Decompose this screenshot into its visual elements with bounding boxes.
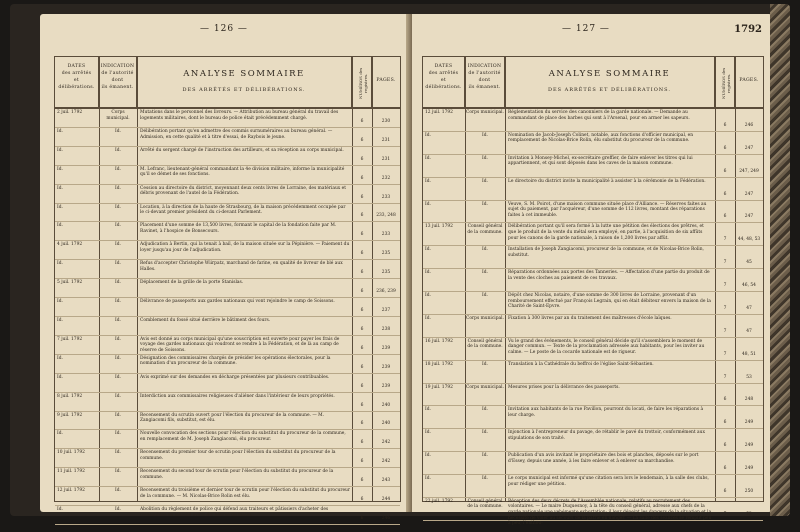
table-row <box>423 269 763 292</box>
row-register-number: 6 <box>723 145 727 151</box>
header-subtitle: DES ARRÊTÉS ET DÉLIBÉRATIONS. <box>547 87 672 93</box>
row-pages: 249 <box>744 466 754 471</box>
row-pages: 247 <box>744 191 754 197</box>
row-summary: Installation de Joseph Zangiacomi, procureur de la commune, et de Nicolas-Brice Rolin, substitut. <box>508 247 704 258</box>
row-pages: 239 <box>381 345 391 351</box>
row-register-number: 6 <box>723 466 727 471</box>
row-pages: 231 <box>381 137 391 143</box>
row-date: 16 juil. 1792 <box>425 338 453 344</box>
table-row <box>55 355 400 374</box>
row-date: Id. <box>425 201 431 207</box>
row-register-number: 6 <box>723 420 727 426</box>
header-subtitle: DES ARRÊTÉS ET DÉLIBÉRATIONS. <box>182 87 306 93</box>
row-date: Id. <box>425 407 431 413</box>
row-authority: Conseil général de la commune. <box>467 498 503 510</box>
row-summary: Le directoire du district invite la municipalité à assister à la cérémonie de la Fédération. <box>508 178 706 184</box>
row-authority: Id. <box>115 280 121 286</box>
row-pages: 236, 239 <box>376 289 396 295</box>
row-summary: Réception des deux décrets de l'Assemblée nationale, relatifs au recrutement des volontaires. — Le maire Duquesnoy, à la tête du conseil général, adresse aux chefs de la garde nationale une vehémente exhortation; il leur dépeint les dangers de la situation et la nécessité de voler au secours de la patrie en danger. — La salle des séances se remplit peu à peu; l'enthou- <box>508 498 712 527</box>
table-row <box>423 155 763 178</box>
row-summary: Placement d'une somme de 13,500 livres, formant le capital de la fondation faite par M. Ravinet, à l'hospice de Bonsecours. <box>140 223 337 235</box>
row-summary: Vu le grand des événements, le conseil général décide qu'il s'assemblera le moment de danger commun. — Texte de la proclamation adressée aux habitants, pour les inviter au calme. — Le poste de la cocarde nationale est de rigueur. <box>508 338 705 355</box>
table-row <box>423 132 763 155</box>
row-summary: M. Lefranc, lieutenant-général commandant la 4e division militaire, informe la municipalité qu'il se démet de ses fonctions. <box>140 166 345 178</box>
row-summary: Désignation des commissaires chargés de présider les opérations électorales, pour la nomination d'un procureur de la commune. <box>140 355 331 367</box>
row-summary: Translation à la Cathédrale du beffroi de l'église Saint-Sébastien. <box>508 361 654 367</box>
row-authority: Id. <box>115 185 121 191</box>
table-row <box>55 487 400 506</box>
row-date: 5 juil. 1792 <box>57 280 83 286</box>
row-pages: 233 <box>381 232 391 238</box>
row-register-number: 6 <box>360 459 364 465</box>
row-pages: 238 <box>381 326 391 332</box>
row-authority: Id. <box>115 393 121 399</box>
header-pages: PAGES. <box>376 78 396 83</box>
left-page <box>40 14 410 521</box>
row-summary: Comblement du fossé situé derrière le bâtiment des fours. <box>140 317 271 323</box>
table-row <box>55 279 400 298</box>
left-table-header <box>55 57 400 109</box>
row-pages: 235 <box>381 270 391 276</box>
table-row <box>423 452 763 475</box>
right-page-number: — 127 — <box>562 24 610 34</box>
row-date: 10 juil. 1792 <box>57 450 85 456</box>
row-summary: Injonction à l'entrepreneur du pavage, de rétablir le pavé du trottoir, conformément aux stipulations de son traité. <box>508 430 705 441</box>
row-date: Id. <box>57 355 63 361</box>
row-date: Id. <box>425 293 431 298</box>
table-row <box>55 166 400 185</box>
row-date: Id. <box>425 453 431 459</box>
row-authority: Id. <box>115 204 121 210</box>
row-pages: 243 <box>381 478 391 484</box>
row-pages: 240 <box>381 402 391 408</box>
row-authority: Id. <box>115 261 121 267</box>
row-summary: Cession au directoire du district, moyennant deux cents livres de Lorraine, des matériaux et débris provenant de l'autel de la Fédération. <box>140 185 347 197</box>
row-summary: Mesures prises pour la délivrance des passeports. <box>508 384 620 390</box>
row-register-number: 7 <box>723 260 727 266</box>
row-pages: 47 <box>746 328 752 334</box>
row-register-number: 6 <box>723 191 727 197</box>
row-authority: Id. <box>482 270 488 276</box>
table-row <box>55 449 400 468</box>
table-row <box>55 109 400 128</box>
row-register-number: 6 <box>360 213 364 219</box>
row-register-number: 6 <box>360 270 364 276</box>
header-number: NUMÉROS des registres. <box>358 67 368 99</box>
row-pages: 239 <box>381 364 391 370</box>
row-summary: Délibération portant qu'en admettre des commis surnuméraires au bureau général. — Admission, en cette qualité et à titre d'essai, de Raybois le jeune. <box>140 128 333 140</box>
row-register-number: 6 <box>360 345 364 351</box>
book-spread <box>10 4 790 527</box>
row-date: 13 juil. 1792 <box>425 224 453 230</box>
table-row <box>55 260 400 279</box>
row-summary: Invitation aux habitants de la rue Pavillon, pourront du locati, de faire les réparations à leur charge. <box>508 407 704 418</box>
row-authority: Id. <box>115 412 121 418</box>
row-pages: 233, 248 <box>376 213 396 219</box>
year-heading: 1792 <box>734 24 762 35</box>
row-authority: Id. <box>115 431 121 437</box>
row-register-number: 7 <box>723 511 727 517</box>
row-pages: 242 <box>381 440 391 446</box>
row-authority: Id. <box>482 247 488 253</box>
row-register-number: 6 <box>360 402 364 408</box>
table-row <box>55 204 400 223</box>
row-pages: 47 <box>746 305 752 311</box>
row-register-number: 6 <box>360 497 364 503</box>
row-pages: 247 <box>744 145 754 151</box>
header-authority: INDICATION de l'autorité dont ils émanent. <box>99 57 137 107</box>
row-summary: Publication d'un avis invitant le propriétaire des bois et planches, déposés sur le port d'Essey, depuis une année, à les faire enlever et à enlever sa marchandise. <box>508 453 699 464</box>
table-row <box>423 315 763 338</box>
row-summary: Fixation à 300 livres par an du traitement des maîtresses d'école laïques. <box>508 315 672 321</box>
row-date: 12 juil. 1792 <box>57 488 85 494</box>
header-dates: DATES des arrêtés et délibérations. <box>423 57 465 107</box>
row-authority: Conseil général de la commune. <box>467 224 503 235</box>
header-title: ANALYSE SOMMAIRE <box>183 69 305 79</box>
row-pages: 53 <box>746 511 752 517</box>
row-authority: Id. <box>115 507 121 513</box>
row-pages: 246 <box>381 515 391 521</box>
row-date: 4 juil. 1792 <box>57 242 83 248</box>
right-page <box>412 14 772 527</box>
row-pages: 53 <box>746 374 752 380</box>
header-title: ANALYSE SOMMAIRE <box>548 69 671 79</box>
row-date: Id. <box>57 507 63 513</box>
row-authority: Corps municipal. <box>466 315 504 321</box>
row-date: Id. <box>57 204 63 210</box>
row-pages: 232 <box>381 175 391 181</box>
row-summary: Avis est donné au corps municipal qu'une souscription est ouverte pour payer les frais de voyage des gardes nationaux qui voudront se rendre à la Fédération, et de là au camp de réserve de Soissons. <box>140 336 340 354</box>
row-register-number: 7 <box>723 328 727 334</box>
row-register-number: 7 <box>723 305 727 311</box>
row-authority: Id. <box>482 132 488 138</box>
table-row <box>55 412 400 431</box>
row-summary: Refus d'accepter Christophe Wiirpatz, marchand de farine, en qualité de livreur de blé aux Halles. <box>140 261 343 272</box>
row-authority: Id. <box>482 476 488 481</box>
row-authority: Corps municipal. <box>466 384 504 390</box>
row-summary: Nomination de Jacob-Joseph Colinet, notable, aux fonctions d'officier municipal, en remplacement de Nicolas-Brice Rolin, élu substitut du procureur de la commune. <box>508 132 694 144</box>
row-summary: Recensement du second tour de scrutin pour l'élection du substitut du procureur de la commune. <box>140 469 334 480</box>
row-pages: 230 <box>381 118 391 124</box>
table-row <box>423 361 763 384</box>
header-dates: DATES des arrêtés et délibérations. <box>55 57 99 107</box>
row-register-number: 6 <box>723 122 727 128</box>
row-pages: 244 <box>381 497 391 503</box>
row-pages: 248 <box>744 397 754 403</box>
row-register-number: 7 <box>723 283 727 288</box>
row-date: Id. <box>57 317 63 323</box>
row-date: Id. <box>425 155 431 161</box>
row-authority: Id. <box>115 223 121 229</box>
row-date: Id. <box>425 132 431 138</box>
row-date: Id. <box>57 431 63 437</box>
table-row <box>423 406 763 429</box>
row-register-number: 6 <box>360 478 364 484</box>
row-register-number: 6 <box>360 194 364 200</box>
row-pages: 48, 51 <box>742 351 756 357</box>
row-summary: Recensement du premier tour de scrutin pour l'élection du substitut du procureur de la commune. <box>140 450 336 461</box>
row-authority: Id. <box>482 293 488 298</box>
table-row <box>423 292 763 315</box>
table-row <box>423 338 763 361</box>
table-row <box>423 429 763 452</box>
row-register-number: 6 <box>723 168 727 174</box>
row-register-number: 6 <box>360 383 364 389</box>
header-pages: PAGES. <box>739 78 759 83</box>
row-pages: 242 <box>381 459 391 465</box>
row-date: 9 juil. 1792 <box>57 412 83 418</box>
table-row <box>423 223 763 246</box>
row-pages: 231 <box>381 156 391 162</box>
row-date: 11 juil. 1792 <box>57 469 85 475</box>
row-pages: 235 <box>381 251 391 257</box>
row-summary: Arrêté du sergent chargé de l'instruction des artilleurs, et sa réception au corps municipal. <box>140 147 344 153</box>
table-row <box>55 317 400 336</box>
row-pages: 237 <box>381 307 391 313</box>
row-pages: 250 <box>744 488 754 494</box>
row-summary: Dépôt chez Nicolas, notaire, d'une somme de 300 livres de Lorraine, provenant d'un remboursement effectué par François Legrain, qui en était débiteur envers la maison de la Charité de Saint-Epvre. <box>508 293 711 310</box>
row-authority: Id. <box>115 450 121 456</box>
row-summary: Invitation à Monsey-Michel, ex-secrétaire greffier, de faire enlever les titres qui lui appartiennent, et qui sont déposés dans les caves de la maison commune. <box>508 155 693 167</box>
row-date: 19 juil. 1792 <box>425 384 453 390</box>
row-authority: Id. <box>115 128 121 134</box>
row-date: Id. <box>425 247 431 253</box>
row-pages: 44, 48, 53 <box>737 237 761 243</box>
row-register-number: 6 <box>360 326 364 332</box>
row-authority: Id. <box>115 317 121 323</box>
table-row <box>55 241 400 260</box>
row-date: Id. <box>57 374 63 380</box>
row-summary: Veuve, S. M. Poirot, d'une maison commune située place d'Alliance. — Réserves faites au sujet du paiement, par l'acquéreur, d'une somme de 112 livres, montant des réparations faites à cet immeuble. <box>508 201 707 218</box>
row-date: Id. <box>425 270 431 276</box>
row-authority: Id. <box>115 336 121 342</box>
table-row <box>423 498 763 527</box>
row-summary: Abolition du règlement de police qui défend aux traiteurs et pâtissiers d'acheter des comestibles au marché avant dix heures du matin. <box>140 507 329 518</box>
row-summary: Recensement du scrutin ouvert pour l'élection du procureur de la commune. — M. Zangiacomi fils, substitut, est élu. <box>140 412 325 424</box>
row-register-number: 6 <box>723 488 727 494</box>
row-register-number: 7 <box>723 374 727 380</box>
header-number: NUMÉROS des registres. <box>721 67 731 99</box>
row-authority: Id. <box>115 355 121 361</box>
row-date: Id. <box>57 166 63 172</box>
row-authority: Id. <box>115 469 121 475</box>
row-register-number: 6 <box>360 515 364 521</box>
row-register-number: 7 <box>723 351 727 357</box>
row-date: 8 juil. 1792 <box>57 393 83 399</box>
row-summary: Le corps municipal est informé qu'une citation sera lors le lendemain, à la salle des clubs, pour rédiger une pétition. <box>508 476 709 487</box>
row-summary: Déplacement de la grille de la porte Stanislas. <box>140 280 244 286</box>
row-authority: Conseil général de la commune. <box>467 338 503 350</box>
row-authority: Id. <box>482 201 488 207</box>
row-summary: Réglementation du service des canonniers de la garde nationale. — Demande au commandant de place des barbes qui sont à l'Arsenal, pour en armer les sapeurs. <box>508 110 690 121</box>
row-summary: Nouvelle convocation des sections pour l'élection du substitut du procureur de la commune, en remplacement de M. Joseph Zangiacomi, élu procureur. <box>140 431 346 442</box>
right-table-header <box>423 57 763 109</box>
row-authority: Id. <box>115 166 121 172</box>
row-date: Id. <box>57 299 63 305</box>
table-row <box>55 222 400 241</box>
table-row <box>55 468 400 487</box>
header-analysis <box>505 57 715 107</box>
row-authority: Id. <box>115 374 121 380</box>
row-pages: 249 <box>744 420 754 426</box>
table-row <box>423 475 763 498</box>
table-row <box>55 336 400 355</box>
table-row <box>423 384 763 407</box>
row-register-number: 6 <box>360 175 364 181</box>
row-pages: 45 <box>746 260 752 266</box>
row-register-number: 6 <box>360 232 364 238</box>
row-register-number: 6 <box>360 421 364 427</box>
row-date: Id. <box>425 430 431 436</box>
row-register-number: 6 <box>360 307 364 313</box>
row-summary: Avis exprimé sur des demandes en décharge présentées par plusieurs contribuables. <box>140 374 330 380</box>
table-row <box>55 147 400 166</box>
row-authority: Corps municipal. <box>106 110 130 121</box>
left-page-number: — 126 — <box>200 24 248 34</box>
row-authority: Id. <box>482 361 488 367</box>
row-authority: Id. <box>482 407 488 413</box>
row-register-number: 6 <box>723 397 727 403</box>
row-pages: 233 <box>381 194 391 200</box>
table-row <box>55 298 400 317</box>
row-authority: Id. <box>482 430 488 436</box>
table-row <box>55 393 400 412</box>
row-register-number: 6 <box>360 118 364 124</box>
table-row <box>55 374 400 393</box>
table-row <box>423 178 763 201</box>
row-register-number: 6 <box>723 443 727 449</box>
row-pages: 239 <box>381 383 391 389</box>
table-row <box>423 201 763 224</box>
row-summary: Recensement du troisième et dernier tour de scrutin pour l'élection du substitut du procureur de la commune. — M. Nicolas-Brice Rolin est élu. <box>140 488 350 499</box>
table-row <box>55 430 400 449</box>
header-number-cell <box>715 57 735 107</box>
table-row <box>55 128 400 147</box>
row-register-number: 6 <box>360 364 364 370</box>
row-pages: 240 <box>381 421 391 427</box>
row-register-number: 6 <box>360 156 364 162</box>
row-summary: Réparations ordonnées aux portes des Tanneries. — Affectation d'une partie du produit de la vente des cloches au paiement de ces travaux. <box>508 270 710 281</box>
row-register-number: 6 <box>360 289 364 295</box>
row-date: Id. <box>425 476 431 481</box>
row-register-number: 6 <box>360 251 364 257</box>
row-summary: Location, à la direction de la haute de Strasbourg, de la maison précédemment occupée par le ci-devant premier président du ci-devant Parlement. <box>140 204 346 216</box>
table-row <box>423 246 763 269</box>
row-date: Id. <box>57 185 63 191</box>
row-pages: 247, 249 <box>739 168 759 174</box>
row-summary: Délibération portant qu'il sera formé à la lutte une pétition des élections des prêtres, et que le produit de la vente du métal sera employé, en partie, à l'acquisition de six affûts pour les canons de la garde nationale, à raison de 1,200 livres par affût. <box>508 224 704 241</box>
row-register-number: 7 <box>723 237 727 243</box>
row-date: Id. <box>425 315 431 321</box>
marbled-edge <box>770 4 790 516</box>
table-row <box>423 109 763 132</box>
row-date: 7 juil. 1792 <box>57 336 83 342</box>
right-table <box>422 56 764 527</box>
row-authority: Id. <box>115 242 121 248</box>
table-row <box>55 506 400 525</box>
row-authority: Corps municipal. <box>466 110 504 115</box>
row-summary: Adjudication à Bertin, qui la tenait à bail, de la maison située sur la Pépinière. — Paiement du loyer jusqu'au jour de l'adjudication. <box>140 242 350 253</box>
row-summary: Mutations dans le personnel des livreurs. — Attribution au bureau général du travail des logements militaires, dont le bureau de police était précédemment chargé. <box>140 110 339 121</box>
row-date: Id. <box>57 128 63 134</box>
row-pages: 247 <box>744 214 754 220</box>
row-register-number: 6 <box>360 440 364 446</box>
row-summary: Délivrance de passeports aux gardes nationaux qui vont rejoindre le camp de Soissons. <box>140 299 335 305</box>
row-date: Id. <box>57 223 63 229</box>
row-pages: 246 <box>744 122 754 128</box>
row-date: 22 juil. 1792 <box>425 498 453 504</box>
row-authority: Id. <box>115 488 121 494</box>
row-date: 12 juil. 1792 <box>425 110 453 115</box>
header-number-cell <box>352 57 372 107</box>
left-rows <box>55 109 400 521</box>
row-date: Id. <box>57 261 63 267</box>
row-summary: Interdiction aux commissaires religieuses d'aliéner dans l'intérieur de leurs propriétés. <box>140 393 335 399</box>
header-authority: INDICATION de l'autorité dont ils émanent. <box>465 57 505 107</box>
row-date: 18 juil. 1792 <box>425 361 453 367</box>
row-authority: Id. <box>115 147 121 153</box>
row-date: Id. <box>425 178 431 184</box>
row-date: Id. <box>57 147 63 153</box>
left-table <box>54 56 401 521</box>
row-authority: Id. <box>115 299 121 305</box>
row-authority: Id. <box>482 178 488 184</box>
header-analysis <box>137 57 352 107</box>
row-pages: 249 <box>744 443 754 449</box>
right-rows <box>423 109 763 527</box>
row-register-number: 6 <box>360 137 364 143</box>
row-authority: Id. <box>482 453 488 459</box>
row-authority: Id. <box>482 155 488 161</box>
row-pages: 46, 54 <box>742 283 756 288</box>
row-date: 2 juil. 1792 <box>57 110 83 115</box>
table-row <box>55 185 400 204</box>
row-register-number: 6 <box>723 214 727 220</box>
